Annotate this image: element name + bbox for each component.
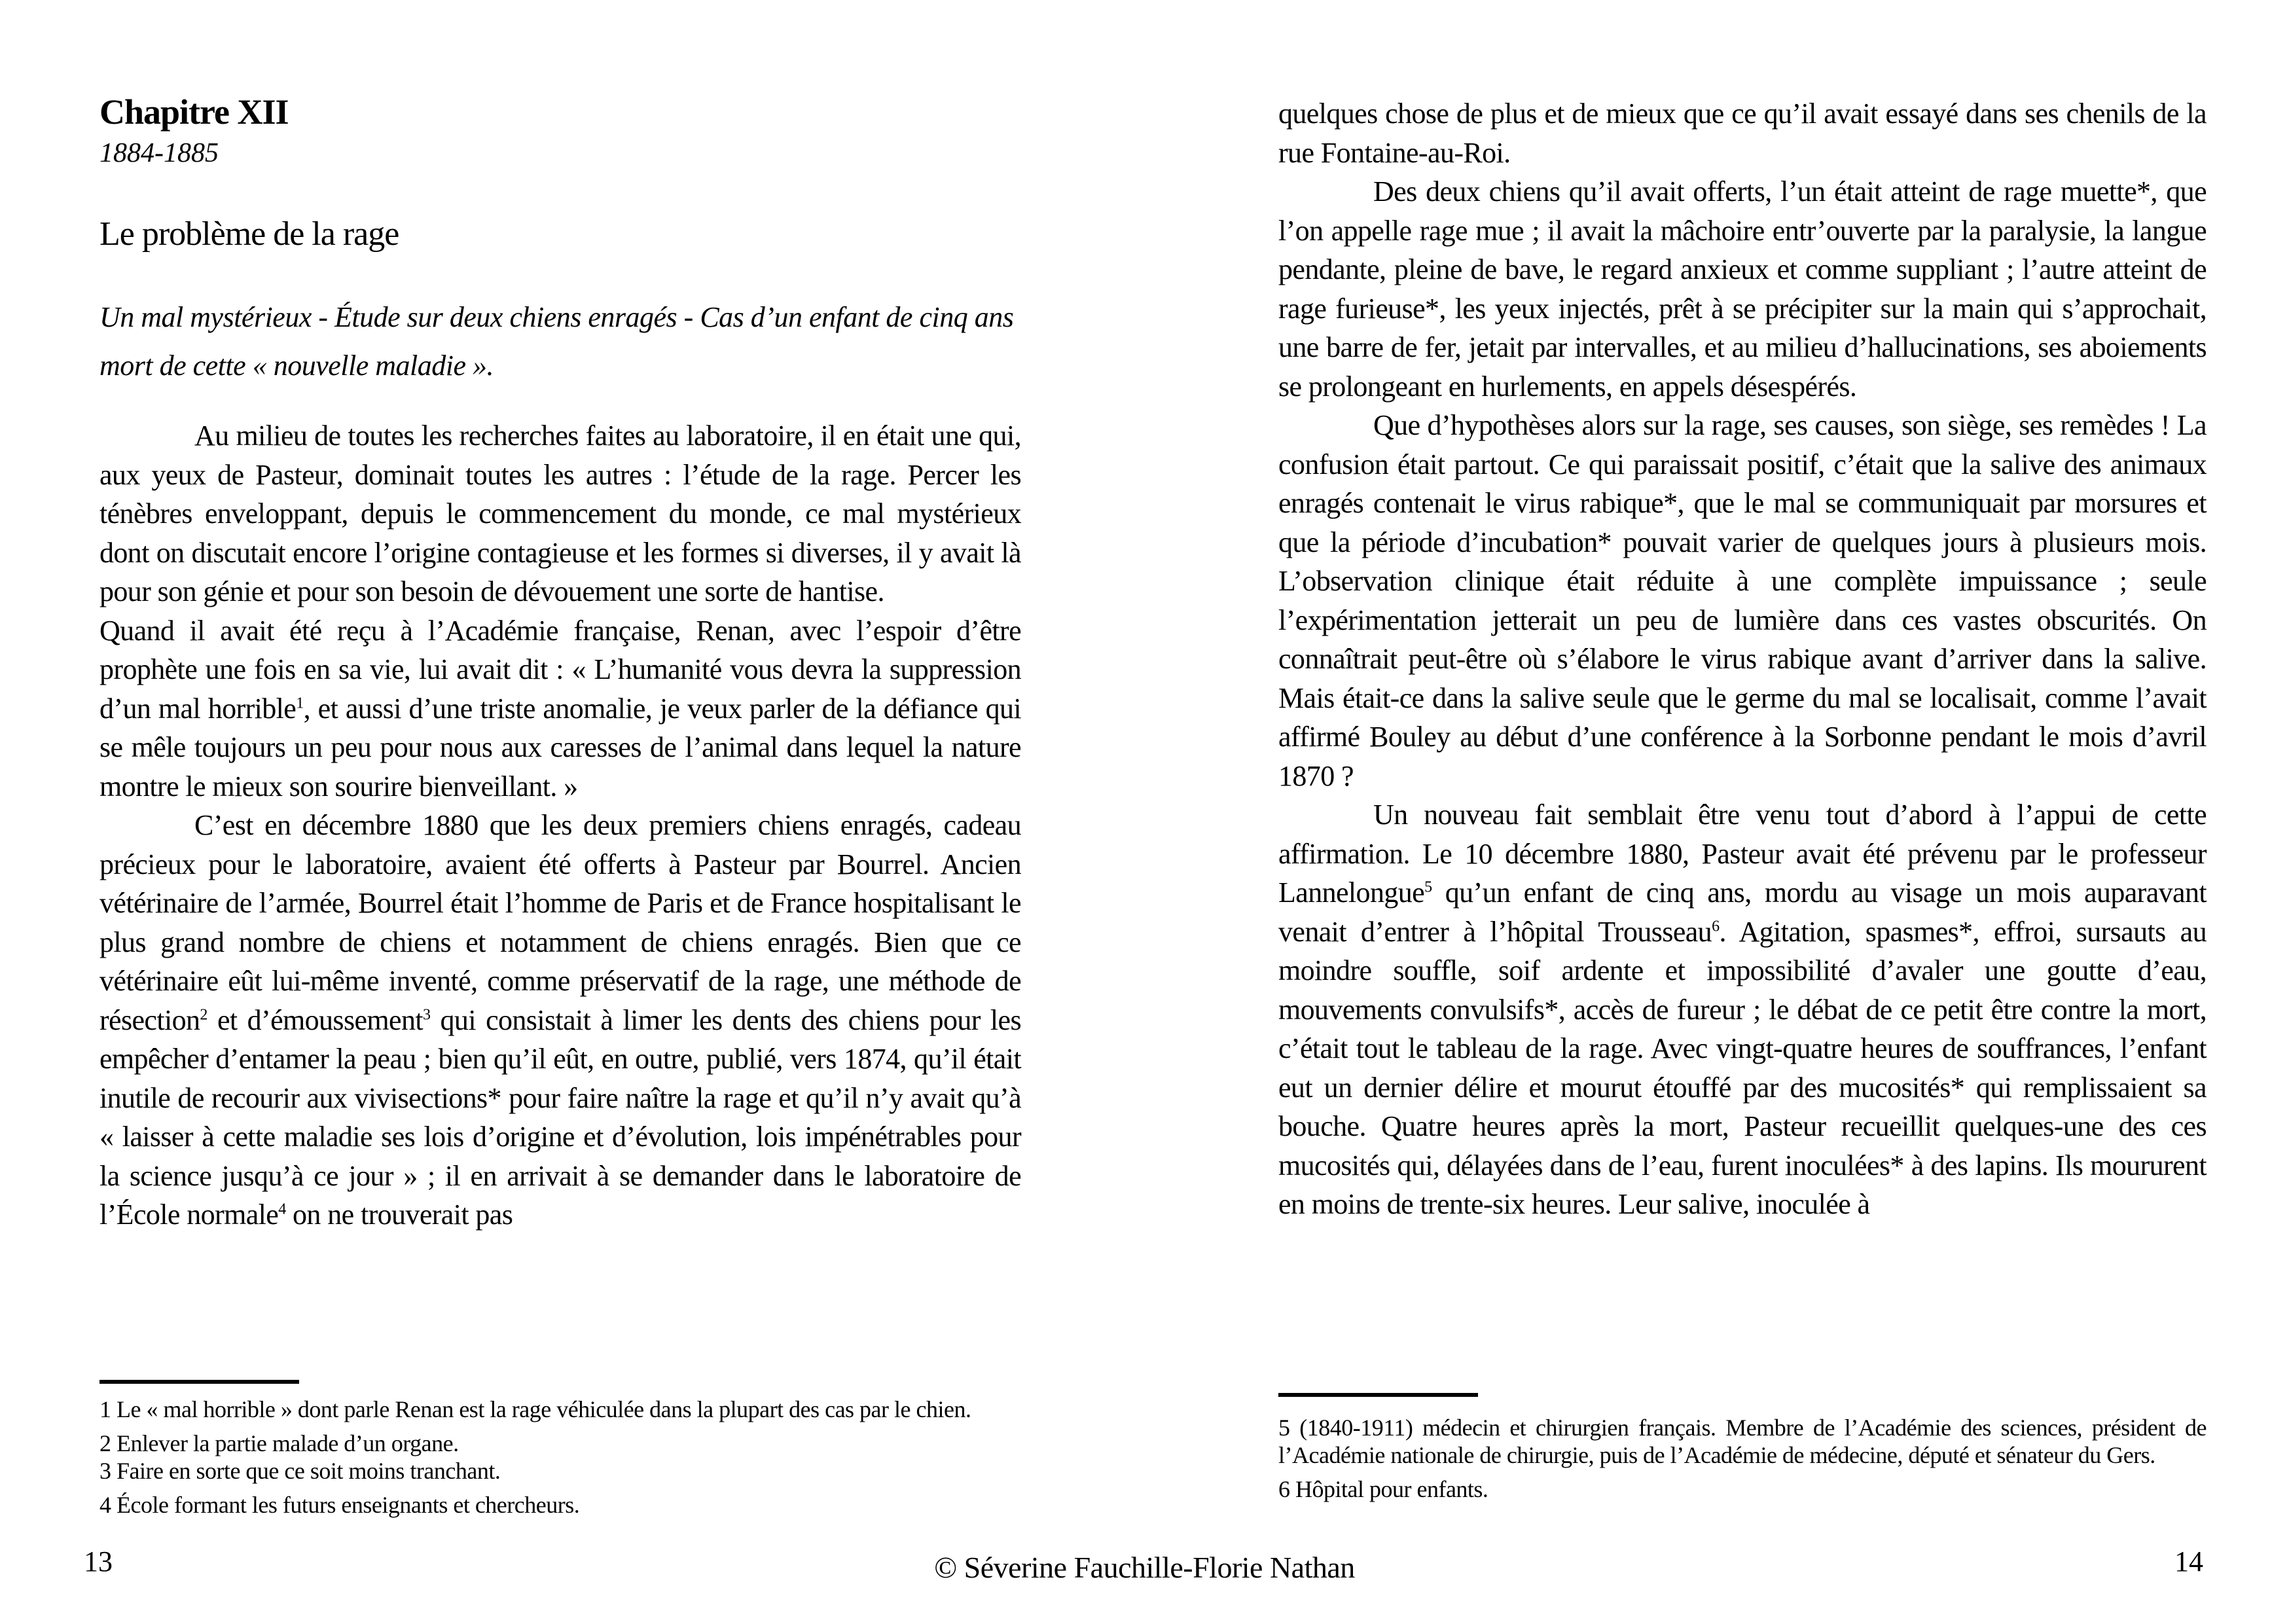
footnote-divider (1278, 1393, 1478, 1397)
paragraph: C’est en décembre 1880 que les deux premiers chiens enragés, cadeau précieux pour le laboratoire, avaient été offerts à Pasteur par Bourrel. Ancien vétérinaire de l’armée, Bourrel était l’homme de Paris et de France hospitalisant le plus grand nombre de chiens et notamment de chiens enragés. Bien que ce vétérinaire eût lui-même inventé, comme préservatif de la rage, une méthode de résection$^2$ et d’émoussement$^3$ qui consistait à limer les dents des chiens pour les empêcher d’entamer la peau ; bien qu’il eût, en outre, publié, vers 1874, qu’il était inutile de recourir aux vivisections* pour faire naître la rage et qu’il n’y avait qu’à « laisser à cette maladie ses lois d’origine et d’évolution, lois impénétrables pour la science jusqu’à ce jour » ; il en arrivait à se demander dans le laboratoire de l’École normale$^4$ on ne trouverait pas (99, 809, 1022, 1231)
chapter-years: 1884-1885 (99, 138, 219, 168)
chapter-summary: Un mal mystérieux - Étude sur deux chiens enragés - Cas d’un enfant de cinq ans mort de cette « nouvelle maladie ». (99, 301, 1014, 382)
paragraph: Un nouveau fait semblait être venu tout d’abord à l’appui de cette affirmation. Le 10 décembre 1880, Pasteur avait été prévenu par le professeur Lannelongue$^5$ qu’un enfant de cinq ans, mordu au visage un mois auparavant venait d’entrer à l’hôpital Trousseau$^6$. Agitation, spasmes*, effroi, sursauts au moindre souffle, soif ardente et impossibilité d’avaler une goutte d’eau, mouvements convulsifs*, accès de fureur ; le débat de ce petit être contre la mort, c’était tout le tableau de la rage. Avec vingt-quatre heures de souffrances, l’enfant eut un dernier délire et mourut étouffé par des mucosités* qui remplissaient sa bouche. Quatre heures après la mort, Pasteur recueillit quelques-une des ces mucosités qui, délayées dans de l’eau, furent inoculées* à des lapins. Ils moururent en moins de trente-six heures. Leur salive, inoculée à (1278, 799, 2207, 1220)
left-body-text (99, 416, 1021, 1235)
chapter-title: Chapitre XII (99, 92, 289, 132)
paragraph: Que d’hypothèses alors sur la rage, ses causes, son siège, ses remèdes ! La confusion était partout. Ce qui paraissait positif, c’était que la salive des animaux enragés contenait le virus rabique*, que le mal se communiquait par morsures et que la période d’incubation* pouvait varier de quelques jours à plusieurs mois. L’observation clinique était réduite à une complète impuissance ; seule l’expérimentation jetterait un peu de lumière dans ces vastes obscurités. On connaîtrait peut-être où s’élabore le virus rabique avant d’arriver dans la salive. Mais était-ce dans la salive seule que le germe du mal se localisait, comme l’avait affirmé Bouley au début d’une conférence à la Sorbonne pendant le mois d’avril 1870 ? (1278, 409, 2207, 792)
footnote-ref[interactable]: 1 (296, 694, 304, 712)
paragraph: quelques chose de plus et de mieux que ce qu’il avait essayé dans ses chenils de la rue Fontaine-au-Roi. (1278, 98, 2207, 169)
footnote: 2 Enlever la partie malade d’un organe. (99, 1430, 459, 1456)
page-number-right: 14 (2174, 1545, 2203, 1578)
paragraph: Des deux chiens qu’il avait offerts, l’un était atteint de rage muette*, que l’on appelle rage mue ; il avait la mâchoire entr’ouverte par la paralysie, la langue pendante, pleine de bave, le regard anxieux et comme suppliant ; l’autre atteint de rage furieuse*, les yeux injectés, prêt à se précipiter sur la main qui s’approchait, une barre de fer, jetait par intervalles, et au milieu d’hallucinations, ses aboiements se prolongeant en hurlements, en appels désespérés. (1278, 175, 2207, 403)
left-footnotes (99, 1396, 1021, 1525)
right-body-text (1278, 94, 2207, 1224)
page-number-left: 13 (84, 1545, 113, 1578)
footnote-ref[interactable]: 3 (423, 1005, 431, 1023)
footnote-divider (99, 1380, 299, 1384)
footnote-ref[interactable]: 4 (278, 1200, 286, 1218)
paragraph: Au milieu de toutes les recherches faites au laboratoire, il en était une qui, aux yeux de Pasteur, dominait toutes les autres : l’étude de la rage. Percer les ténèbres enveloppant, depuis le commencement du monde, ce mal mystérieux dont on discutait encore l’origine contagieuse et les formes si diverses, il y avait là pour son génie et pour son besoin de dévouement une sorte de hantise. (99, 420, 1021, 607)
section-title: Le problème de la rage (99, 215, 399, 253)
footnote-ref[interactable]: 2 (200, 1005, 207, 1023)
footnote: 3 Faire en sorte que ce soit moins tranchant. (99, 1458, 501, 1484)
footnote-ref[interactable]: 5 (1424, 878, 1432, 896)
footnote: 5 (1840-1911) médecin et chirurgien français. Membre de l’Académie des sciences, président de l’Académie nationale de chirurgie, puis de l’Académie de médecine, député et sénateur du Gers. (1278, 1415, 2207, 1468)
right-footnotes (1278, 1414, 2207, 1509)
paragraph: Quand il avait été reçu à l’Académie française, Renan, avec l’espoir d’être prophète une fois en sa vie, lui avait dit : « L’humanité vous devra la suppression d’un mal horrible$^1$, et aussi d’une triste anomalie, je veux parler de la défiance qui se mêle toujours un peu pour nous aux caresses de l’animal dans lequel la nature montre le mieux son sourire bienveillant. » (99, 614, 1021, 803)
copyright-footer: © Séverine Fauchille-Florie Nathan (934, 1551, 1355, 1584)
footnote: 6 Hôpital pour enfants. (1278, 1476, 1488, 1502)
footnote: 1 Le « mal horrible » dont parle Renan est la rage véhiculée dans la plupart des cas par le chien. (99, 1396, 971, 1422)
footnote-ref[interactable]: 6 (1712, 917, 1720, 935)
footnote: 4 École formant les futurs enseignants et chercheurs. (99, 1492, 580, 1518)
